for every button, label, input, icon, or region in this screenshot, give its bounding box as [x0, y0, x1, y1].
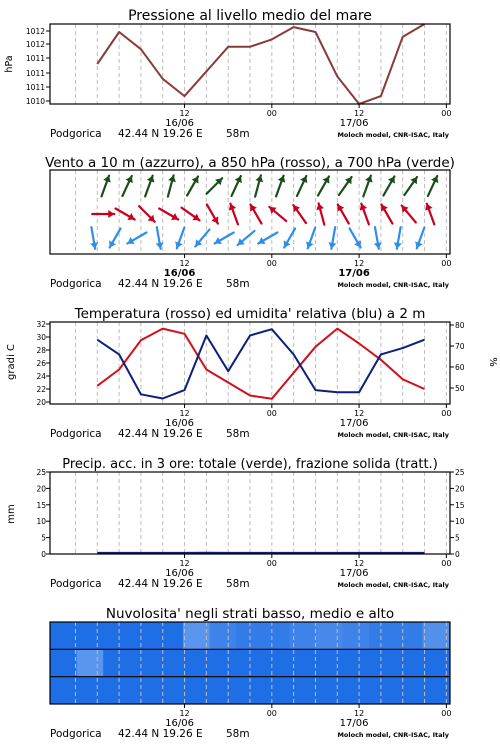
- cloud-time-tick-label: 12: [353, 709, 365, 718]
- cloud-time-tick-label: 12: [179, 709, 190, 718]
- cloud-cell: [103, 622, 130, 649]
- cloud-cell: [156, 622, 183, 649]
- cloud-cell: [369, 677, 396, 704]
- pressure-y-tick-label: 1012: [25, 40, 45, 49]
- temp-rh-date-label: 17/06: [339, 418, 369, 429]
- temp-rh-date-label: 16/06: [165, 418, 194, 429]
- cloud-cell: [50, 622, 77, 649]
- cloud-cell-cover: [343, 622, 370, 649]
- cloud-cell: [50, 677, 77, 704]
- cloud-cell: [210, 677, 237, 704]
- cloud-cell: [369, 649, 396, 676]
- rh-y-tick-label: 80: [455, 321, 465, 330]
- cloud-cell: [422, 677, 449, 704]
- cloud-station-name: Podgorica: [50, 728, 102, 740]
- temp-rh-time-tick-label: 00: [266, 409, 277, 418]
- wind-chart-title: Vento a 10 m (azzurro), a 850 hPa (rosso), a 700 hPa (verde): [45, 155, 455, 171]
- cloud-cell: [263, 649, 290, 676]
- cloud-cell: [77, 677, 104, 704]
- wind-station-coords: 42.44 N 19.26 E: [118, 278, 203, 290]
- wind-arrow-head: [108, 210, 114, 218]
- rh-y-tick-label: 70: [455, 342, 465, 351]
- cloud-cell-cover: [396, 622, 423, 649]
- pressure-y-tick-label: 1012: [25, 27, 45, 36]
- rh-y-axis-label: %: [487, 357, 498, 367]
- cloud-cell: [130, 677, 157, 704]
- cloud-cell: [103, 649, 130, 676]
- cloud-cell: [156, 649, 183, 676]
- precip-date-label: 17/06: [339, 568, 369, 579]
- wind-model-credit: Moloch model, CNR-ISAC, Italy: [337, 281, 449, 289]
- temp-rh-station-coords: 42.44 N 19.26 E: [118, 428, 203, 440]
- cloud-cell: [210, 649, 237, 676]
- cloud-cell-cover: [369, 622, 396, 649]
- rh-y-tick-label: 50: [455, 384, 465, 393]
- temp-y-tick-label: 20: [36, 398, 46, 407]
- pressure-y-tick-label: 1011: [25, 83, 45, 92]
- cloud-cell: [396, 649, 423, 676]
- cloud-cell: [156, 677, 183, 704]
- cloud-time-tick-label: 00: [441, 709, 452, 718]
- temp-y-tick-label: 30: [36, 333, 46, 342]
- cloud-time-tick-label: 00: [266, 709, 277, 718]
- cloud-station-elevation: 58m: [226, 728, 250, 740]
- cloud-cell: [316, 649, 343, 676]
- cloud-date-label: 17/06: [339, 718, 369, 729]
- cloud-cell: [422, 649, 449, 676]
- precip-date-label: 16/06: [165, 568, 194, 579]
- cloud-cell: [50, 649, 77, 676]
- pressure-y-tick-label: 1011: [25, 54, 45, 63]
- precip-time-tick-label: 12: [353, 559, 365, 568]
- temp-rh-time-tick-label: 12: [353, 409, 365, 418]
- pressure-station-coords: 42.44 N 19.26 E: [118, 128, 203, 140]
- cloud-cell: [130, 622, 157, 649]
- cloud-cell: [263, 677, 290, 704]
- precip-y2-tick-label: 20: [455, 484, 465, 494]
- cloud-cell-cover: [77, 649, 104, 676]
- pressure-y-axis-label: hPa: [4, 55, 15, 73]
- wind-time-tick-label: 12: [353, 259, 365, 268]
- cloud-cell-cover: [316, 622, 343, 649]
- temp-rh-station-name: Podgorica: [50, 428, 102, 440]
- wind-date-label: 17/06: [338, 268, 370, 279]
- cloud-station-coords: 42.44 N 19.26 E: [118, 728, 203, 740]
- precip-station-elevation: 58m: [226, 578, 250, 590]
- precip-y2-tick-label: 25: [455, 468, 465, 477]
- cloud-cell: [343, 677, 370, 704]
- precip-y-tick-label: 5: [41, 533, 46, 543]
- wind-time-tick-label: 12: [179, 259, 190, 268]
- pressure-date-label: 16/06: [165, 118, 194, 129]
- precip-y-tick-label: 10: [36, 517, 46, 527]
- pressure-chart-title: Pressione al livello medio del mare: [128, 8, 372, 24]
- precip-y-tick-label: 25: [36, 468, 46, 477]
- precip-y2-tick-label: 15: [455, 500, 465, 510]
- rh-y-tick-label: 60: [455, 363, 465, 372]
- wind-station-name: Podgorica: [50, 278, 102, 290]
- temp-rh-model-credit: Moloch model, CNR-ISAC, Italy: [337, 431, 449, 439]
- precip-time-tick-label: 00: [441, 559, 452, 568]
- precip-y-tick-label: 0: [41, 550, 46, 559]
- pressure-y-tick-label: 1010: [25, 97, 45, 106]
- pressure-time-tick-label: 12: [353, 109, 365, 118]
- temp-rh-time-tick-label: 00: [441, 409, 452, 418]
- cloud-date-label: 16/06: [165, 718, 194, 729]
- cloud-cell: [343, 649, 370, 676]
- precip-chart-title: Precip. acc. in 3 ore: totale (verde), frazione solida (tratt.): [62, 457, 438, 472]
- temp-rh-time-tick-label: 12: [179, 409, 190, 418]
- temp-rh-station-elevation: 58m: [226, 428, 250, 440]
- pressure-station-elevation: 58m: [226, 128, 250, 140]
- cloud-cell: [103, 677, 130, 704]
- cloud-chart-title: Nuvolosita' negli strati basso, medio e alto: [105, 606, 395, 622]
- pressure-station-name: Podgorica: [50, 128, 102, 140]
- temp-y-tick-label: 22: [36, 385, 46, 394]
- pressure-model-credit: Moloch model, CNR-ISAC, Italy: [337, 131, 449, 139]
- pressure-y-tick-label: 1011: [25, 69, 45, 78]
- temp-y-tick-label: 26: [36, 359, 46, 368]
- temp-y-tick-label: 24: [36, 372, 46, 381]
- pressure-date-label: 17/06: [339, 118, 369, 129]
- precip-station-coords: 42.44 N 19.26 E: [118, 578, 203, 590]
- precip-frame: [50, 472, 450, 554]
- cloud-model-credit: Moloch model, CNR-ISAC, Italy: [337, 731, 449, 739]
- precip-y-tick-label: 15: [36, 500, 46, 510]
- cloud-cell: [396, 677, 423, 704]
- precip-time-tick-label: 00: [266, 559, 277, 568]
- cloud-cell: [316, 677, 343, 704]
- wind-station-elevation: 58m: [226, 278, 250, 290]
- precip-model-credit: Moloch model, CNR-ISAC, Italy: [337, 581, 449, 589]
- wind-date-label: 16/06: [163, 268, 196, 279]
- pressure-time-tick-label: 00: [441, 109, 452, 118]
- precip-station-name: Podgorica: [50, 578, 102, 590]
- temp-rh-chart-title: Temperatura (rosso) ed umidita' relativa (blu) a 2 m: [74, 306, 426, 322]
- pressure-time-tick-label: 12: [179, 109, 190, 118]
- temp-rh-frame: [50, 322, 450, 404]
- wind-time-tick-label: 00: [441, 259, 452, 268]
- precip-y2-tick-label: 10: [455, 517, 465, 527]
- pressure-time-tick-label: 00: [266, 109, 277, 118]
- cloud-cell-cover: [263, 622, 290, 649]
- pressure-frame: [50, 24, 450, 104]
- cloud-cell-cover: [210, 622, 237, 649]
- precip-y2-tick-label: 5: [455, 533, 460, 543]
- temp-y-tick-label: 28: [36, 346, 46, 355]
- precip-y-axis-label: mm: [6, 504, 17, 524]
- precip-y-tick-label: 20: [36, 484, 46, 494]
- temp-y-axis-label: gradi C: [6, 344, 17, 380]
- precip-y2-tick-label: 0: [455, 550, 460, 559]
- temp-y-tick-label: 32: [36, 320, 46, 329]
- precip-time-tick-label: 12: [179, 559, 190, 568]
- cloud-cell: [130, 649, 157, 676]
- humidity-series-line: [97, 329, 424, 398]
- pressure-series-line: [97, 24, 424, 104]
- cloud-cell-cover: [422, 622, 449, 649]
- wind-time-tick-label: 00: [266, 259, 277, 268]
- cloud-cell: [77, 622, 104, 649]
